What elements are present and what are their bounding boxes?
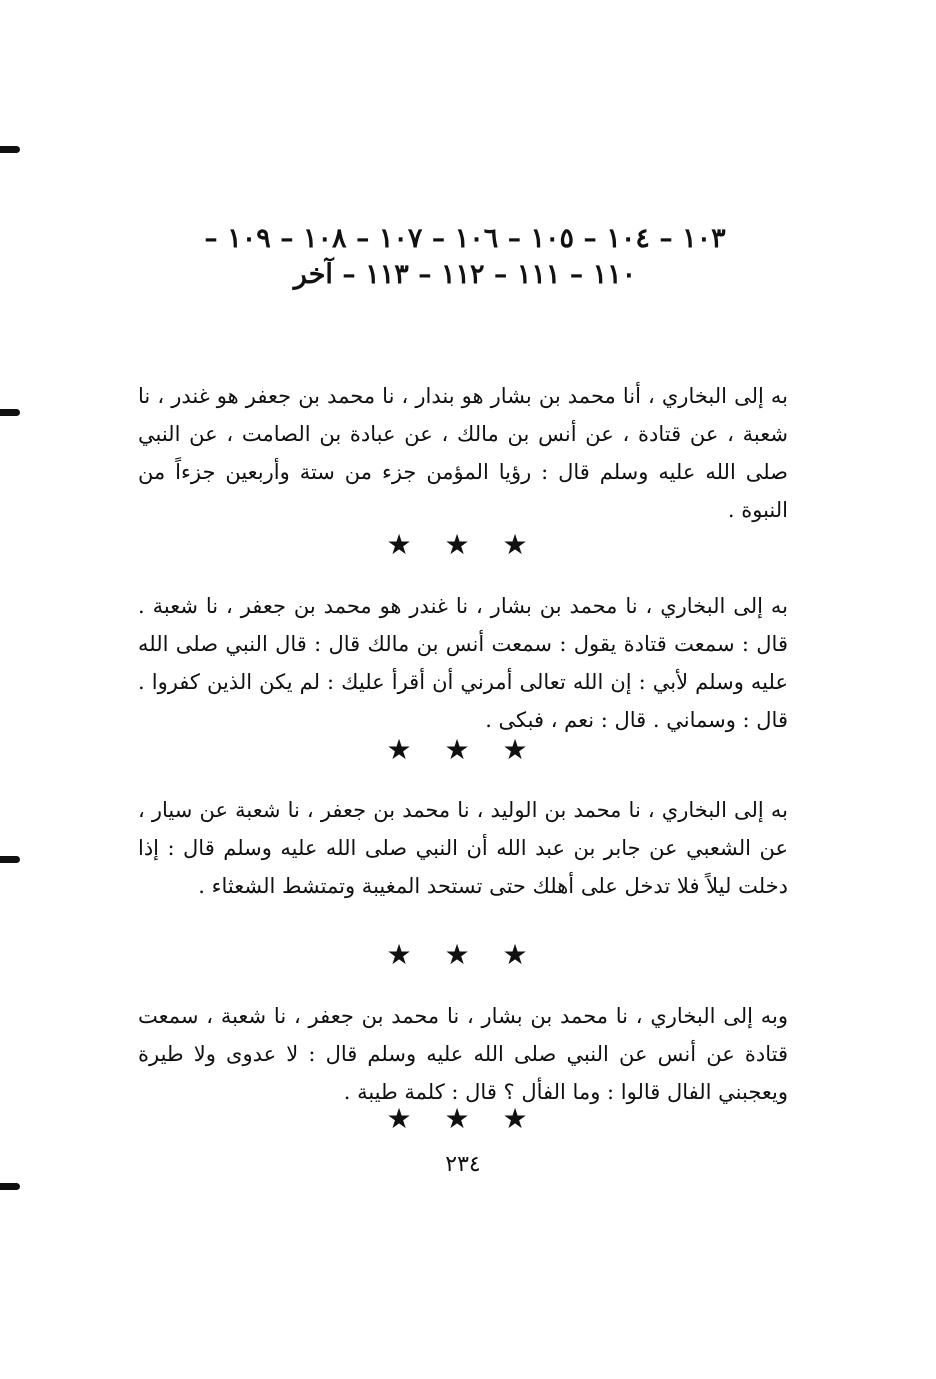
- page-number: ٢٣٤: [445, 1152, 481, 1177]
- binding-mark: [0, 409, 20, 416]
- hadith-text: به إلى البخاري ، نا محمد بن بشار ، نا غندر هو محمد بن جعفر ، نا شعبة . قال : سمعت قتادة يقول : سمعت أنس بن مالك قال : قال النبي صلى الله عليه وسلم لأبي : إن الله تعالى أمرني أن أقرأ عليك : لم يكن الذين كفروا . قال : وسماني . قال : نعم ، فبكى .: [138, 594, 788, 732]
- hadith-text: به إلى البخاري ، نا محمد بن الوليد ، نا محمد بن جعفر ، نا شعبة عن سيار ، عن الشعبي عن جابر بن عبد الله أن النبي صلى الله عليه وسلم قال : إذا دخلت ليلاً فلا تدخل على أهلك حتى تستحد المغيبة وتمتشط الشعثاء .: [138, 798, 788, 898]
- hadith-text: وبه إلى البخاري ، نا محمد بن بشار ، نا محمد بن جعفر ، نا شعبة ، سمعت قتادة عن أنس عن النبي صلى الله عليه وسلم قال : لا عدوى ولا طيرة ويعجبني الفال قالوا : وما الفأل ؟ قال : كلمة طيبة .: [138, 1004, 788, 1104]
- hadith-numbers-heading: ١٠٣ – ١٠٤ – ١٠٥ – ١٠٦ – ١٠٧ – ١٠٨ – ١٠٩ –: [204, 223, 726, 254]
- star-separator: ★ ★ ★: [386, 938, 540, 971]
- star-separator: ★ ★ ★: [386, 733, 540, 766]
- hadith-text: به إلى البخاري ، أنا محمد بن بشار هو بندار ، نا محمد بن جعفر هو غندر ، نا شعبة ، عن قتادة ، عن أنس بن مالك ، عن عبادة بن الصامت ، عن النبي صلى الله عليه وسلم قال : رؤيا المؤمن جزء من ستة وأربعين جزءاً من النبوة .: [138, 384, 788, 522]
- star-separator: ★ ★ ★: [386, 1102, 540, 1135]
- binding-mark: [0, 1183, 20, 1190]
- binding-mark: [0, 856, 20, 863]
- star-separator: ★ ★ ★: [386, 528, 540, 561]
- binding-mark: [0, 146, 20, 153]
- hadith-numbers-heading-continued: ١١٠ – ١١١ – ١١٢ – ١١٣ – آخر: [293, 259, 637, 290]
